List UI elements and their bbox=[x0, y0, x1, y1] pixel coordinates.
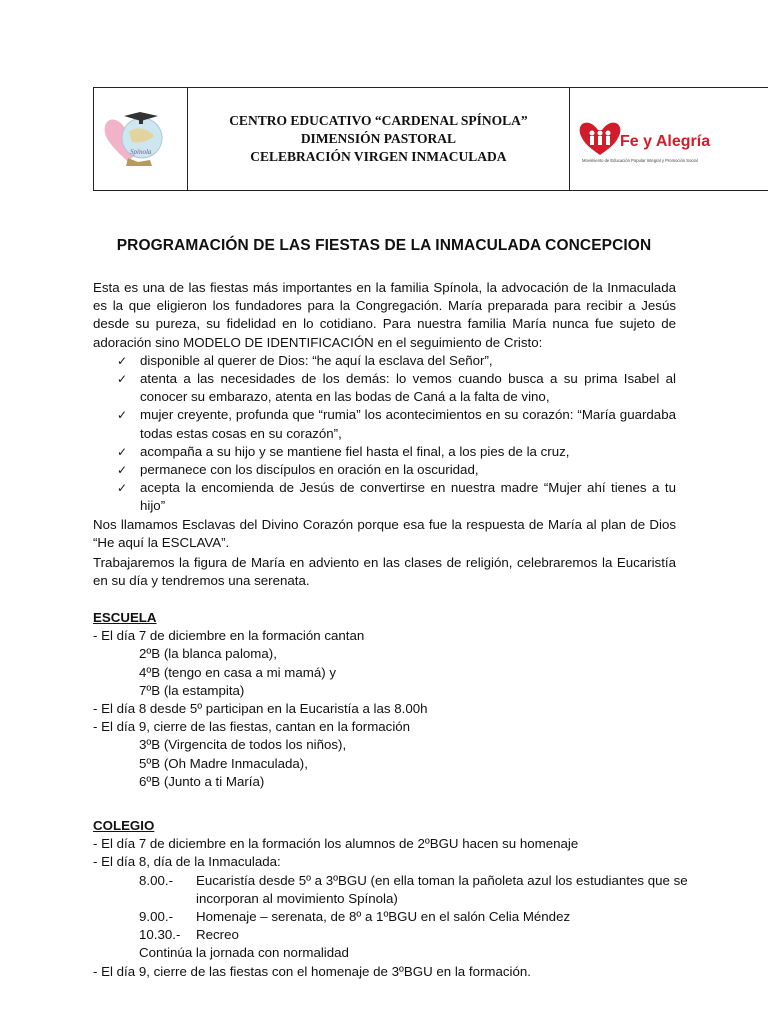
escuela-day7: - El día 7 de diciembre en la formación cantan bbox=[93, 628, 365, 644]
list-item bbox=[93, 406, 676, 442]
model-list bbox=[93, 352, 676, 516]
schedule-row bbox=[93, 908, 676, 926]
fe-y-alegria-tagline: Movimiento de Educación Popular Integral y Promoción Social bbox=[582, 158, 698, 163]
schedule-desc: Eucaristía desde 5º a 3ºBGU (en ella toman la pañoleta azul los estudiantes que se bbox=[196, 872, 688, 888]
school-logo-icon bbox=[94, 88, 185, 189]
escuela-day8: - El día 8 desde 5º participan en la Eucaristía a las 8.00h bbox=[93, 701, 428, 717]
escuela-song-4b: 4ºB (tengo en casa a mi mamá) y bbox=[139, 664, 337, 680]
fe-y-alegria-logo-icon bbox=[570, 88, 768, 189]
colegio-day9: - El día 9, cierre de las fiestas con el homenaje de 3ºBGU en la formación. bbox=[93, 963, 531, 979]
escuela-day9: - El día 9, cierre de las fiestas, cantan en la formación bbox=[93, 719, 411, 735]
check-icon: ✓ bbox=[117, 481, 128, 496]
schedule-time: 10.30.- bbox=[139, 927, 181, 943]
check-icon: ✓ bbox=[117, 463, 128, 478]
escuela-heading: ESCUELA bbox=[93, 610, 157, 625]
escuela-section bbox=[93, 609, 676, 791]
fe-y-alegria-brand: Fe y Alegría bbox=[620, 133, 711, 150]
escuela-song-3b: 3ºB (Virgencita de todos los niños), bbox=[139, 737, 347, 753]
schedule-time: 8.00.- bbox=[139, 872, 174, 888]
check-icon: ✓ bbox=[117, 444, 128, 459]
celebration-name: CELEBRACIÓN VIRGEN INMACULADA bbox=[250, 149, 507, 164]
school-name: CENTRO EDUCATIVO “CARDENAL SPÍNOLA” bbox=[229, 113, 528, 128]
list-item-text: disponible al querer de Dios: “he aquí la esclava del Señor”, bbox=[140, 352, 493, 368]
work-paragraph: Trabajaremos la figura de María en adviento en las clases de religión, celebraremos la Eucaristía en su día y tendremos una serenata. bbox=[93, 555, 676, 589]
intro-paragraph: Esta es una de las fiestas más importantes en la familia Spínola, la advocación de la Inmaculada es la que eligieron los fundadores para la Congregación. María preparada para recibir a Jesús desde su pureza, su fidelidad en lo cotidiano. Para nuestra familia María nunca fue sujeto de adoración sino MODELO DE IDENTIFICACIÓN en el seguimiento de Cristo: bbox=[93, 280, 676, 350]
schedule-desc: Recreo bbox=[196, 927, 239, 943]
schedule-row bbox=[93, 926, 676, 944]
escuela-song-6b: 6ºB (Junto a ti María) bbox=[139, 773, 265, 789]
schedule-desc-continued: incorporan al movimiento Spínola) bbox=[196, 890, 398, 906]
list-item bbox=[93, 443, 676, 461]
dimension-name: DIMENSIÓN PASTORAL bbox=[300, 131, 456, 146]
check-icon: ✓ bbox=[117, 372, 128, 387]
list-item-text: atenta a las necesidades de los demás: lo vemos cuando busca a su prima Isabel al conocer su embarazo, atenta en las bodas de Caná a la falta de vino, bbox=[140, 371, 676, 405]
list-item-text: acepta la encomienda de Jesús de convertirse en nuestra madre “Mujer ahí tienes a tu hijo” bbox=[140, 480, 676, 514]
header-titles bbox=[188, 88, 570, 190]
intro-section bbox=[93, 279, 676, 552]
list-item bbox=[93, 370, 676, 406]
schedule-continues: Continúa la jornada con normalidad bbox=[139, 945, 349, 961]
colegio-day8: - El día 8, día de la Inmaculada: bbox=[93, 854, 281, 870]
schedule-row bbox=[93, 872, 688, 890]
list-item-text: permanece con los discípulos en oración en la oscuridad, bbox=[140, 462, 479, 478]
colegio-day7: - El día 7 de diciembre en la formación los alumnos de 2ºBGU hacen su homenaje bbox=[93, 836, 579, 852]
check-icon: ✓ bbox=[117, 408, 128, 423]
colegio-heading: COLEGIO bbox=[93, 818, 155, 833]
list-item-text: acompaña a su hijo y se mantiene fiel hasta el final, a los pies de la cruz, bbox=[140, 443, 570, 459]
escuela-song-2b: 2ºB (la blanca paloma), bbox=[139, 646, 277, 662]
fe-y-alegria-logo-cell bbox=[570, 88, 768, 190]
list-item bbox=[93, 461, 676, 479]
colegio-section bbox=[93, 817, 688, 981]
header-table bbox=[93, 87, 768, 191]
check-icon: ✓ bbox=[117, 353, 128, 368]
schedule-time: 9.00.- bbox=[139, 909, 174, 925]
list-item bbox=[93, 352, 676, 370]
page-title: PROGRAMACIÓN DE LAS FIESTAS DE LA INMACULADA CONCEPCION bbox=[116, 237, 652, 254]
list-item-text: mujer creyente, profunda que “rumia” los acontecimientos en su corazón: “María guardaba todas estas cosas en su corazón”, bbox=[140, 407, 676, 441]
escuela-song-5b: 5ºB (Oh Madre Inmaculada), bbox=[139, 755, 308, 771]
school-logo-cell bbox=[94, 88, 188, 190]
closing-paragraph: Nos llamamos Esclavas del Divino Corazón porque esa fue la respuesta de María al plan de Dios “He aquí la ESCLAVA”. bbox=[93, 516, 676, 550]
school-logo-text: Spínola bbox=[130, 148, 152, 156]
schedule-desc: Homenaje – serenata, de 8º a 1ºBGU en el salón Celia Méndez bbox=[196, 909, 571, 925]
escuela-song-7b: 7ºB (la estampita) bbox=[139, 682, 245, 698]
list-item bbox=[93, 479, 676, 515]
